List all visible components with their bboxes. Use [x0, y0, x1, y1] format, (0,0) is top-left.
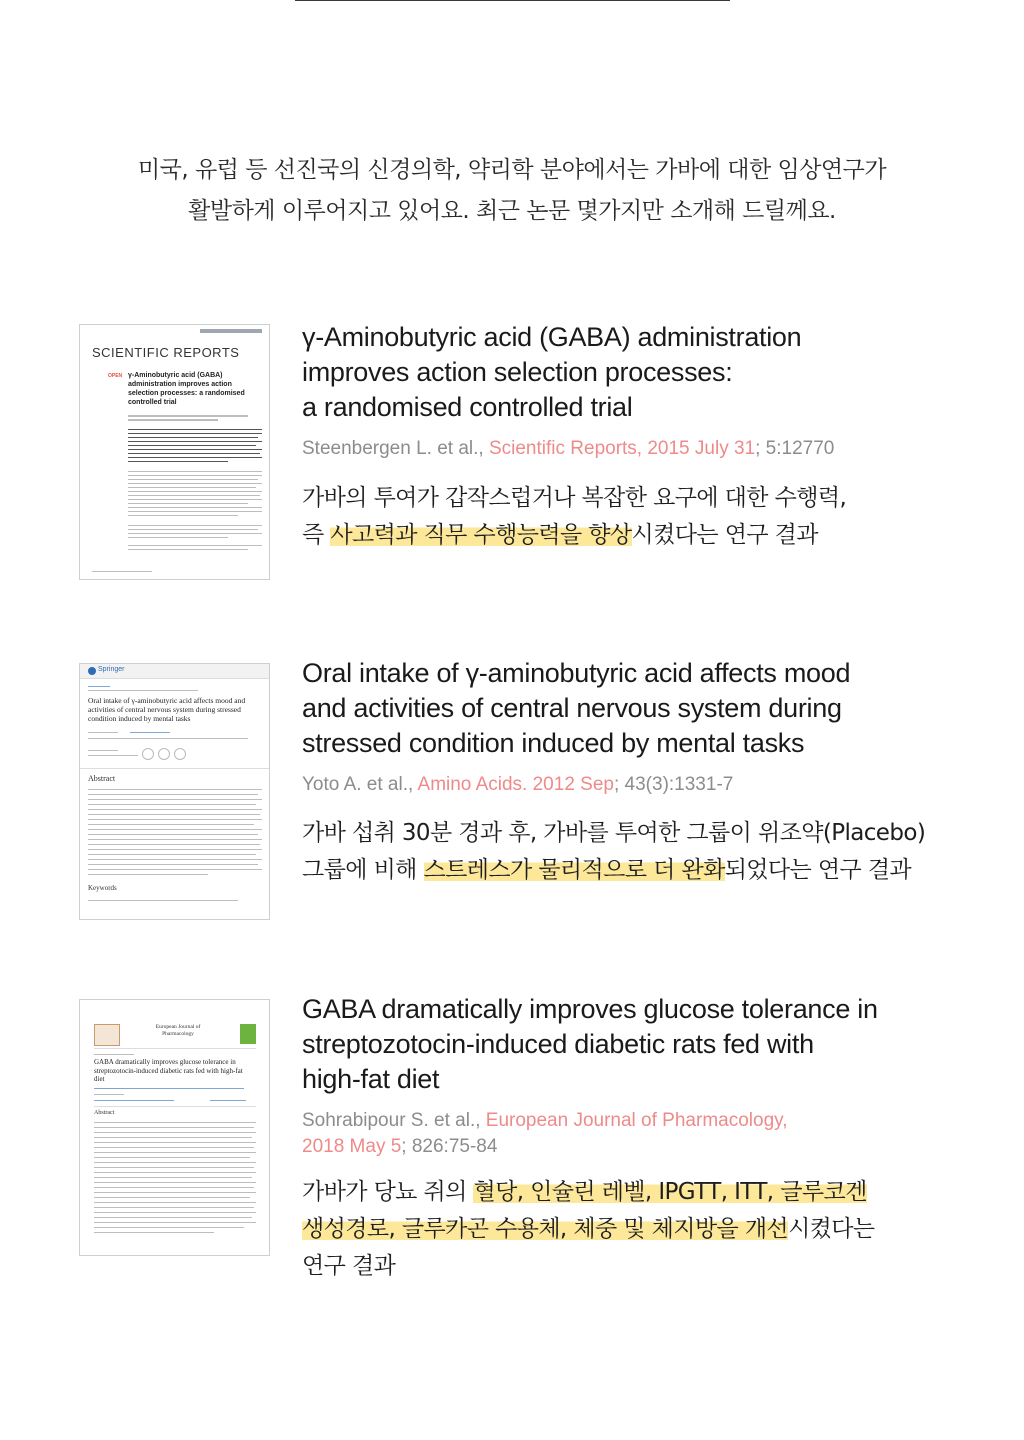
paper-title-line: stressed condition induced by mental tasks [302, 728, 805, 758]
thumb-title: γ-Aminobutyric acid (GABA) administration improves action selection processes: a randomised controlled trial [128, 372, 245, 406]
journal: Amino Acids. 2012 Sep [417, 774, 614, 795]
summary-line [302, 1211, 1002, 1248]
summary-line: 가바의 투여가 갑작스럽거나 복잡한 요구에 대한 수행력, [302, 485, 847, 511]
paper-citation [302, 1108, 992, 1160]
publisher-logo: European Journal of Pharmacology [155, 1024, 201, 1037]
summary-text: 되었다는 연구 결과 [724, 857, 912, 883]
paper-title-line: a randomised controlled trial [302, 392, 633, 422]
open-access-label: OPEN [108, 373, 123, 379]
paper-title-line: streptozotocin-induced diabetic rats fed with [302, 1029, 814, 1059]
summary-text: 그룹에 비해 [302, 857, 424, 883]
journal: European Journal of Pharmacology, [485, 1110, 788, 1131]
summary-text: 시켰다는 연구 결과 [631, 522, 818, 548]
summary-text: 시켰다는 [788, 1216, 875, 1242]
summary-highlight: 사고력과 직무 수행능력을 향상 [330, 522, 632, 548]
thumb-title: GABA dramatically improves glucose tolerance in streptozotocin-induced diabetic rats fed with high-fat diet [94, 1058, 243, 1083]
intro-line-1: 미국, 유럽 등 선진국의 신경의학, 약리학 분야에서는 가바에 대한 임상연구가 [137, 157, 887, 183]
intro-line-2: 활발하게 이루어지고 있어요. 최근 논문 몇가지만 소개해 드릴께요. [188, 198, 836, 224]
paper-citation [302, 436, 992, 462]
paper-title-line: γ-Aminobutyric acid (GABA) administration [302, 322, 802, 352]
paper-title-line: high-fat diet [302, 1064, 440, 1094]
summary-highlight: 혈당, 인슐린 레벨, IPGTT, ITT, 글루코겐 [473, 1179, 867, 1205]
volume-ref: ; 5:12770 [755, 438, 835, 459]
authors: Yoto A. et al., [302, 774, 414, 795]
summary-highlight: 생성경로, 글루카곤 수용체, 체중 및 체지방을 개선 [302, 1216, 789, 1242]
summary-text: 즉 [302, 522, 331, 548]
paper-summary [302, 815, 1002, 889]
summary-line [302, 1174, 1002, 1211]
authors: Steenbergen L. et al., [302, 438, 484, 459]
paper-citation [302, 772, 992, 798]
paper-summary [302, 1174, 1002, 1285]
paper-thumbnail [79, 663, 270, 920]
paper-title-line: GABA dramatically improves glucose tolerance in [302, 994, 878, 1024]
paper-thumbnail [79, 999, 270, 1256]
thumb-title: Oral intake of γ-aminobutyric acid affects mood and activities of central nervous system during stressed condition induced by mental tasks [88, 696, 246, 723]
summary-line [302, 852, 1002, 889]
paper-title-line: Oral intake of γ-aminobutyric acid affects mood [302, 658, 851, 688]
summary-line: 연구 결과 [302, 1253, 396, 1279]
paper-title [302, 320, 982, 425]
summary-highlight: 스트레스가 물리적으로 더 완화 [423, 857, 725, 883]
journal-date: 2018 May 5 [302, 1136, 402, 1157]
top-divider [295, 0, 730, 1]
summary-line [302, 517, 1002, 554]
journal: Scientific Reports, 2015 July 31 [488, 438, 756, 459]
intro-text [0, 150, 1024, 232]
paper-title [302, 656, 982, 761]
abstract-heading: Abstract [94, 1110, 115, 1116]
paper-title-line: improves action selection processes: [302, 357, 733, 387]
authors: Sohrabipour S. et al., [302, 1110, 481, 1131]
paper-title [302, 992, 982, 1097]
paper-title-line: and activities of central nervous system during [302, 693, 842, 723]
summary-text: 가바가 당뇨 쥐의 [302, 1179, 474, 1205]
volume-ref: ; 43(3):1331-7 [613, 774, 734, 795]
publisher-logo: SCIENTIFIC REPORTS [92, 345, 240, 360]
abstract-heading: Abstract [88, 774, 116, 783]
paper-thumbnail [79, 324, 270, 580]
keywords-heading: Keywords [88, 884, 117, 892]
publisher-logo: Springer [98, 666, 125, 673]
volume-ref: ; 826:75-84 [401, 1136, 498, 1157]
summary-line: 가바 섭취 30분 경과 후, 가바를 투여한 그룹이 위조약(Placebo) [302, 820, 926, 846]
paper-summary [302, 480, 1002, 554]
